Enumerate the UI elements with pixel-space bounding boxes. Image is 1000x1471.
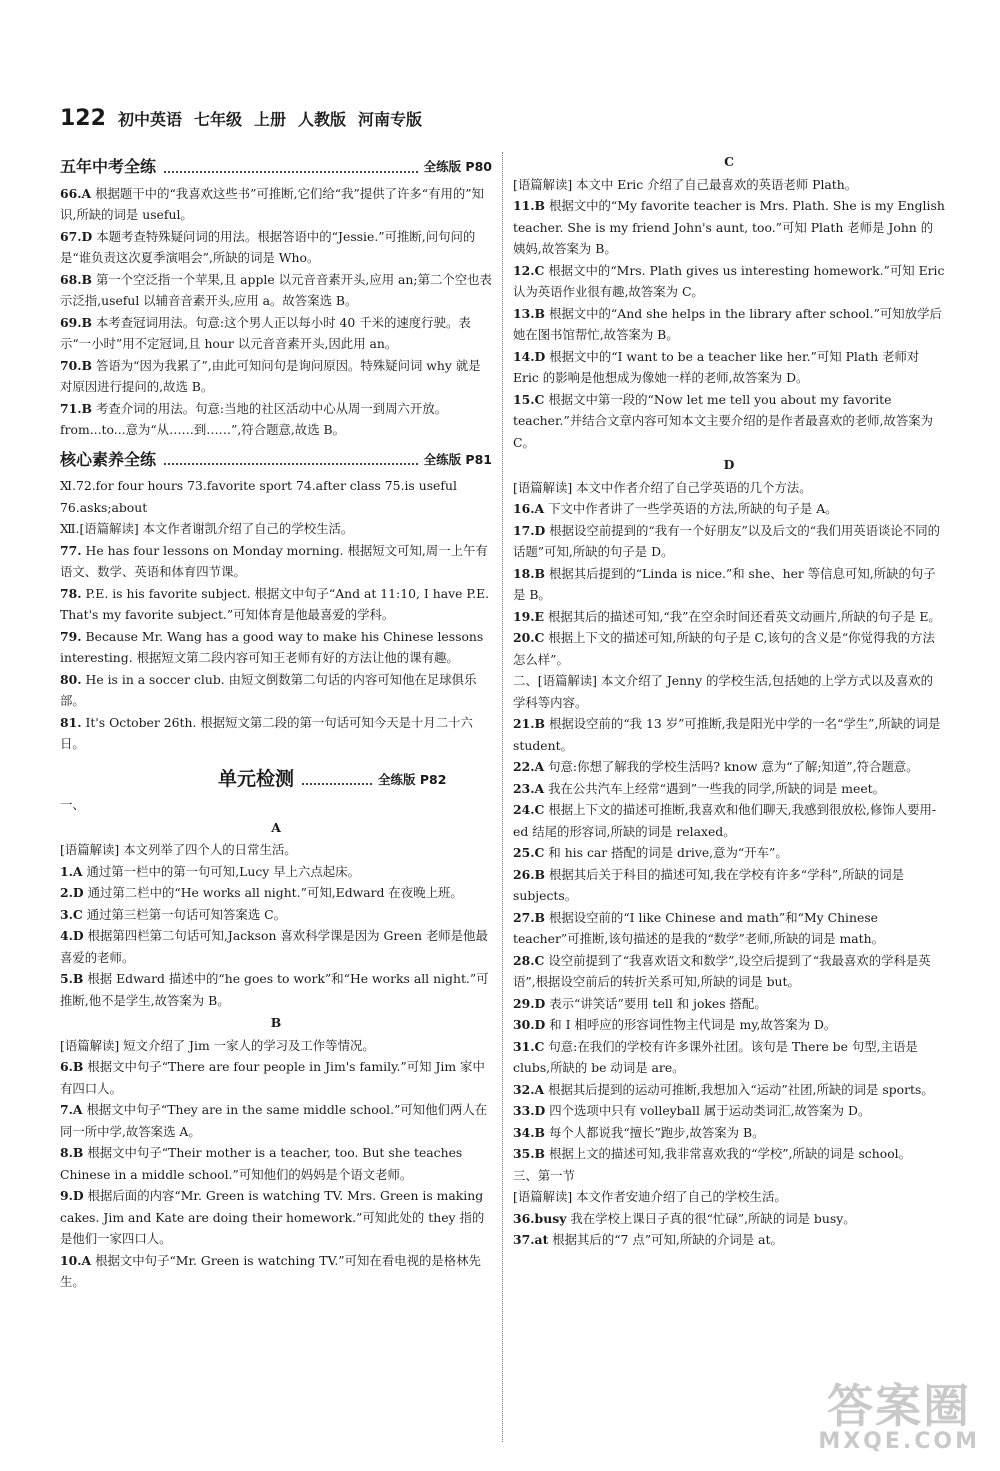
answer-item xyxy=(60,669,492,712)
answer-list-d xyxy=(513,498,945,670)
answer-explanation: 根据 Edward 描述中的“he goes to work”和“He works all night.”可推断,他不是学生,故答案为 B。 xyxy=(60,971,489,1008)
header-volume: 上册 xyxy=(253,110,286,129)
answer-item xyxy=(60,226,492,269)
answer-explanation: Ⅻ.[语篇解读] 本文作者谢凯介绍了自己的学校生活。 xyxy=(60,521,354,536)
answer-number: 28.C xyxy=(513,952,545,968)
answer-number: 22.A xyxy=(513,759,545,774)
answer-explanation: It's October 26th. 根据短文第二段的第一句话可知今天是十月二十六日。 xyxy=(60,714,473,751)
answer-number: 13.B xyxy=(513,305,546,321)
passage-letter: B xyxy=(270,1015,282,1030)
answer-item xyxy=(60,1099,492,1142)
answer-explanation: 根据文中句子“Mr. Green is watching TV.”可知在看电视的是格林先生。 xyxy=(60,1252,481,1289)
answer-explanation: 我在公共汽车上经常“遇到”一些我的同学,所缺的词是 meet。 xyxy=(548,780,886,796)
answer-explanation: 和 his car 搭配的词是 drive,意为“开车”。 xyxy=(548,845,788,860)
left-column xyxy=(60,150,492,1293)
answer-item xyxy=(513,1229,945,1251)
answer-item xyxy=(513,260,945,303)
answer-explanation: 根据第四栏第二句话可知,Jackson 喜欢科学课是因为 Green 老师是他最喜爱的老师。 xyxy=(60,928,488,965)
answer-item xyxy=(513,1014,945,1036)
answer-number: 1.A xyxy=(60,863,83,879)
answer-number: 70.B xyxy=(60,357,93,373)
answer-explanation: 答语为“因为我累了”,由此可知问句是询问原因。特殊疑问词 why 就是对原因进行提问的,故选 B。 xyxy=(60,357,481,394)
answer-explanation: 下文中作者讲了一些学英语的方法,所缺的句子是 A。 xyxy=(548,501,838,516)
answer-explanation: Ⅺ.72.for four hours 73.favorite sport 74.after class 75.is useful xyxy=(60,478,457,493)
answer-number: 3.C xyxy=(60,906,83,922)
answer-item xyxy=(513,346,945,389)
answer-explanation: 根据后面的内容“Mr. Green is watching TV. Mrs. Green is making cakes. Jim and Kate are doing their homework.”可知此处的 they 指的是他们一家四口人。 xyxy=(60,1188,485,1246)
answer-item xyxy=(513,303,945,346)
answer-explanation: 根据其后关于科目的描述可知,我在学校有许多“学科”,所缺的词是 subjects。 xyxy=(513,866,905,903)
header-edition: 人教版 xyxy=(297,110,346,129)
answer-explanation: 我在学校上课日子真的很“忙碌”,所缺的词是 busy。 xyxy=(570,1210,856,1226)
answer-number: 8.B xyxy=(60,1145,84,1160)
watermark-cn: 答案圈 xyxy=(827,1378,972,1433)
answer-explanation: 根据文中句子“There are four people in Jim's family.”可知 Jim 家中有四口人。 xyxy=(60,1059,485,1096)
answer-explanation: 设空前提到了“我喜欢语文和数学”,设空后提到了“我最喜欢的学科是英语”,根据设空前后的转折关系可知,所缺的词是 but。 xyxy=(513,952,931,989)
answer-item xyxy=(60,540,492,583)
answer-item xyxy=(60,925,492,968)
answer-explanation: 根据其后提到的运动可推断,我想加入“运动”社团,所缺的词是 sports。 xyxy=(548,1081,934,1097)
answer-number: 9.D xyxy=(60,1188,84,1203)
answer-explanation: 表示“讲笑话”要用 tell 和 jokes 搭配。 xyxy=(549,995,767,1011)
answer-list-wunian xyxy=(60,183,492,441)
answer-explanation: 根据其后的“7 点”可知,所缺的介词是 at。 xyxy=(552,1232,783,1247)
answer-number: 20.C xyxy=(513,630,545,645)
answer-explanation: 根据文中句子“Their mother is a teacher, too. But she teaches Chinese in a middle school.”可知他们的妈妈是个语文老师。 xyxy=(60,1145,463,1182)
answer-number: 10.A xyxy=(60,1252,92,1268)
answer-number: 5.B xyxy=(60,971,84,986)
answer-item xyxy=(513,606,945,628)
answer-explanation: 句意:在我们的学校有许多课外社团。该句是 There be 句型,主语是 clubs,所缺的 be 动词是 are。 xyxy=(513,1038,918,1075)
answer-item xyxy=(60,312,492,355)
answer-number: 35.B xyxy=(513,1146,546,1161)
answer-number: 32.A xyxy=(513,1081,545,1097)
passage-intro: [语篇解读] 本文列举了四个人的日常生活。 xyxy=(60,842,297,857)
answer-explanation: 根据文中第一段的“Now let me tell you about my favorite teacher.”并结合文章内容可知本文主要介绍的是作者最喜欢的老师,故答案为 C。 xyxy=(513,391,934,450)
answer-item xyxy=(60,269,492,312)
answer-item xyxy=(513,1122,945,1144)
part-label: 一、 xyxy=(60,797,85,812)
answer-number: 79. xyxy=(60,628,82,644)
answer-number: 31.C xyxy=(513,1038,545,1054)
answer-explanation: 根据其后的描述可知,“我”在空余时间还看英文动画片,所缺的句子是 E。 xyxy=(547,608,941,624)
answer-number: 14.D xyxy=(513,348,546,364)
answer-list-hexin xyxy=(60,475,492,755)
answer-number: 26.B xyxy=(513,866,546,882)
answer-number: 16.A xyxy=(513,501,545,516)
passage-intro: [语篇解读] 本文作者安迪介绍了自己的学校生活。 xyxy=(513,1189,787,1204)
answer-item xyxy=(60,475,492,497)
answer-number: 12.C xyxy=(513,262,545,278)
answer-number: 69.B xyxy=(60,314,93,330)
answer-item xyxy=(60,183,492,226)
answer-number: 81. xyxy=(60,714,82,730)
answer-item xyxy=(513,563,945,606)
answer-item xyxy=(513,1100,945,1122)
answer-item xyxy=(513,993,945,1015)
answer-number: 23.A xyxy=(513,780,545,796)
answer-item xyxy=(513,389,945,454)
answer-explanation: 通过第二栏中的“He works all night.”可知,Edward 在夜晚上班。 xyxy=(87,885,463,900)
answer-explanation: 根据文中的“And she helps in the library after school.”可知放学后她在图书馆帮忙,故答案为 B。 xyxy=(513,305,942,342)
answer-number: 67.D xyxy=(60,228,93,244)
answer-list-c xyxy=(513,195,945,453)
page-header xyxy=(60,106,422,136)
page-number: 122 xyxy=(60,106,106,131)
answer-number: 15.C xyxy=(513,391,545,407)
right-column xyxy=(513,150,945,1251)
answer-number: 25.C xyxy=(513,845,545,860)
answer-item xyxy=(513,195,945,260)
answer-explanation: 句意:你想了解我的学校生活吗? know 意为“了解;知道”,符合题意。 xyxy=(548,759,919,774)
answer-explanation: 本考查冠词用法。句意:这个男人正以每小时 40 千米的速度行驶。表示“一小时”用不定冠词,且 hour 以元音音素开头,因此用 an。 xyxy=(60,314,471,351)
answer-explanation: 根据文中的“Mrs. Plath gives us interesting homework.”可知 Eric 认为英语作业很有趣,故答案为 C。 xyxy=(513,262,945,299)
answer-number: 34.B xyxy=(513,1124,546,1140)
answer-number: 33.D xyxy=(513,1103,546,1118)
answer-number: 80. xyxy=(60,671,82,687)
section-heading-danyuan xyxy=(60,769,492,791)
answer-number: 66.A xyxy=(60,185,92,201)
answer-number: 36.busy xyxy=(513,1210,567,1226)
watermark-logo xyxy=(818,1378,980,1454)
answer-item xyxy=(60,497,492,519)
passage-intro: [语篇解读] 短文介绍了 Jim 一家人的学习及工作等情况。 xyxy=(60,1037,375,1053)
answer-item xyxy=(60,712,492,755)
answer-number: 2.D xyxy=(60,885,84,900)
answer-item xyxy=(513,1143,945,1165)
answer-number: 7.A xyxy=(60,1102,83,1117)
answer-explanation: 四个选项中只有 volleyball 属于运动类词汇,故答案为 D。 xyxy=(549,1103,871,1118)
answer-explanation: 根据其后提到的“Linda is nice.”和 she、her 等信息可知,所缺的句子是 B。 xyxy=(513,565,936,602)
answer-explanation: 根据上文的描述可知,我非常喜欢我的“学校”,所缺的词是 school。 xyxy=(548,1146,912,1161)
answer-explanation: 考查介词的用法。句意:当地的社区活动中心从周一到周六开放。from...to...意为“从……到……”,符合题意,故选 B。 xyxy=(60,400,448,437)
passage-letter: A xyxy=(271,819,281,835)
answer-item xyxy=(513,627,945,670)
answer-item xyxy=(60,583,492,626)
answer-item xyxy=(513,842,945,864)
answer-item xyxy=(60,518,492,540)
answer-item xyxy=(60,1142,492,1185)
answer-number: 78. xyxy=(60,585,82,601)
answer-number: 17.D xyxy=(513,522,546,538)
answer-explanation: 76.asks;about xyxy=(60,499,148,515)
leader-dots xyxy=(164,171,418,173)
answer-number: 21.B xyxy=(513,716,546,731)
answer-item xyxy=(513,864,945,907)
answer-explanation: He has four lessons on Monday morning. 根据短文可知,周一上午有语文、数学、英语和体育四节课。 xyxy=(60,542,488,579)
answer-item xyxy=(60,1185,492,1250)
answer-explanation: 根据设空前的“我 13 岁”可推断,我是阳光中学的一名“学生”,所缺的词是 student。 xyxy=(513,716,941,753)
answer-item xyxy=(513,799,945,842)
answer-item xyxy=(513,1079,945,1101)
answer-explanation: 根据上下文的描述可推断,我喜欢和他们聊天,我感到很放松,修饰人要用-ed 结尾的形容词,所缺的词是 relaxed。 xyxy=(513,802,937,839)
section-title: 五年中考全练 xyxy=(60,157,157,176)
answer-explanation: Because Mr. Wang has a good way to make his Chinese lessons interesting. 根据短文第二段内容可知王老师有好的方法让他的课有趣。 xyxy=(60,628,484,665)
section-heading-wunian xyxy=(60,156,492,178)
answer-number: 6.B xyxy=(60,1059,84,1074)
answer-explanation: 第一个空泛指一个苹果,且 apple 以元音音素开头,应用 an;第二个空也表示泛指,useful 以辅音音素开头,应用 a。故答案选 B。 xyxy=(60,271,492,308)
answer-explanation: 本题考查特殊疑问词的用法。根据答语中的“Jessie.”可推断,问句问的是“谁负责这次夏季演唱会”,所缺的词是 Who。 xyxy=(60,228,476,265)
header-region: 河南专版 xyxy=(358,110,423,129)
section-heading-hexin xyxy=(60,449,492,471)
passage-intro: 二、[语篇解读] 本文介绍了 Jenny 的学校生活,包括她的上学方式以及喜欢的学科等内容。 xyxy=(513,673,934,710)
answer-explanation: 和 I 相呼应的形容词性物主代词是 my,故答案为 D。 xyxy=(549,1017,837,1032)
section-ref: 全练版 P81 xyxy=(423,451,492,467)
passage-letter: D xyxy=(723,457,735,472)
answer-number: 37.at xyxy=(513,1232,549,1247)
answer-item xyxy=(60,355,492,398)
section-title: 单元检测 xyxy=(218,767,295,790)
leader-dots xyxy=(164,463,418,465)
answer-explanation: 根据设空前的“I like Chinese and math”和“My Chinese teacher”可推断,该句描述的是我的“数学”老师,所缺的词是 math。 xyxy=(513,909,884,946)
section-title: 核心素养全练 xyxy=(60,449,157,469)
column-divider xyxy=(502,152,503,1442)
answer-number: 4.D xyxy=(60,928,84,943)
answer-item xyxy=(513,778,945,800)
answer-item xyxy=(513,498,945,520)
answer-item xyxy=(60,626,492,669)
answer-explanation: 根据文中的“My favorite teacher is Mrs. Plath. She is my English teacher. She is my friend John's aunt, too.”可知 Plath 老师是 John 的姨妈,故答案为 B。 xyxy=(513,198,945,256)
answer-item xyxy=(60,968,492,1011)
answer-item xyxy=(513,756,945,778)
answer-item xyxy=(513,950,945,993)
answer-number: 24.C xyxy=(513,802,545,817)
answer-explanation: 根据文中的“I want to be a teacher like her.”可知 Plath 老师对 Eric 的影响是他想成为像她一样的老师,故答案为 D。 xyxy=(513,348,920,385)
answer-explanation: 根据上下文的描述可知,所缺的句子是 C,该句的含义是“你觉得我的方法怎么样”。 xyxy=(513,630,935,667)
header-grade: 七年级 xyxy=(193,110,242,129)
answer-item xyxy=(513,907,945,950)
answer-number: 18.B xyxy=(513,565,546,581)
answer-item xyxy=(60,1250,492,1293)
passage-intro: [语篇解读] 本文中 Eric 介绍了自己最喜欢的英语老师 Plath。 xyxy=(513,176,858,192)
passage-intro: [语篇解读] 本文中作者介绍了自己学英语的几个方法。 xyxy=(513,479,812,495)
answer-list-b xyxy=(60,1056,492,1293)
answer-number: 11.B xyxy=(513,198,546,213)
answer-explanation: 根据文中句子“They are in the same middle school.”可知他们两人在同一所中学,故答案选 A。 xyxy=(60,1102,488,1139)
answer-number: 29.D xyxy=(513,995,546,1011)
answer-list-two xyxy=(513,713,945,1165)
answer-number: 27.B xyxy=(513,909,546,925)
section-ref: 全练版 P82 xyxy=(378,771,447,787)
leader-dots xyxy=(302,783,372,785)
answer-explanation: 根据题干中的“我喜欢这些书”可推断,它们给“我”提供了许多“有用的”知识,所缺的词是 useful。 xyxy=(60,185,485,222)
answer-number: 77. xyxy=(60,542,82,558)
passage-letter: C xyxy=(724,154,734,169)
answer-item xyxy=(513,1036,945,1079)
answer-number: 30.D xyxy=(513,1017,546,1032)
answer-item xyxy=(513,713,945,756)
answer-item xyxy=(60,1056,492,1099)
answer-number: 71.B xyxy=(60,400,93,416)
answer-explanation: P.E. is his favorite subject. 根据文中句子“And at 11:10, I have P.E. That's my favorite subject.”可知体育是他最喜爱的学科。 xyxy=(60,585,490,622)
answer-list-three xyxy=(513,1208,945,1251)
answer-item xyxy=(60,882,492,904)
answer-item xyxy=(60,904,492,926)
answer-item xyxy=(60,398,492,441)
answer-explanation: 通过第一栏中的第一句可知,Lucy 早上六点起床。 xyxy=(86,863,360,879)
section-ref: 全练版 P80 xyxy=(423,159,492,174)
answer-item xyxy=(513,520,945,563)
header-subject: 初中英语 xyxy=(117,110,182,129)
answer-explanation: 根据设空前提到的“我有一个好朋友”以及后文的“我们用英语谈论不同的话题”可知,所缺的句子是 D。 xyxy=(513,522,940,559)
watermark-en: MXQE.COM xyxy=(818,1428,980,1454)
answer-number: 19.E xyxy=(513,608,545,624)
answer-item xyxy=(60,861,492,883)
part-label: 三、第一节 xyxy=(513,1167,575,1183)
answer-explanation: He is in a soccer club. 由短文倒数第二句话的内容可知他在足球俱乐部。 xyxy=(60,671,477,708)
answer-list-a xyxy=(60,861,492,1012)
answer-number: 68.B xyxy=(60,271,93,287)
answer-item xyxy=(513,1208,945,1230)
answer-explanation: 通过第三栏第一句话可知答案选 C。 xyxy=(86,906,287,922)
answer-explanation: 每个人都说我“擅长”跑步,故答案为 B。 xyxy=(548,1124,765,1140)
